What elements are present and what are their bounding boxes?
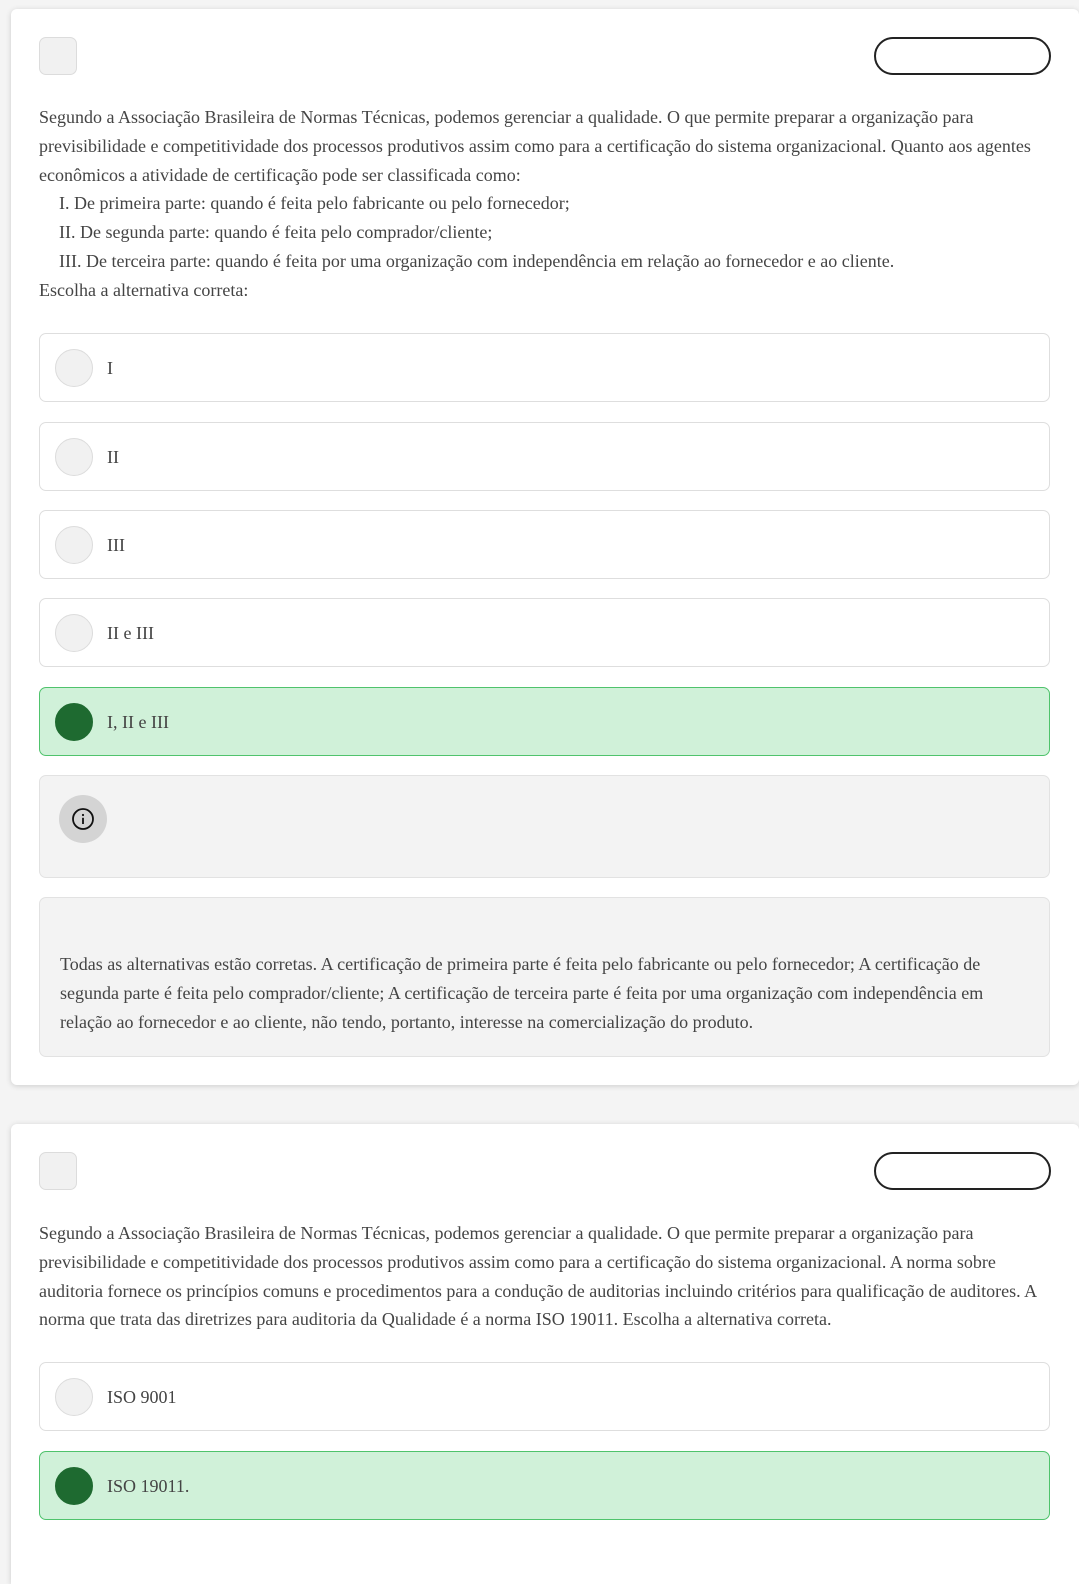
option-iso-9001[interactable]	[39, 1362, 1050, 1431]
option-label: I	[107, 358, 113, 378]
option-label: ISO 19011.	[107, 1476, 190, 1496]
option-label: ISO 9001	[107, 1387, 177, 1407]
info-icon	[71, 807, 95, 831]
option-ii[interactable]	[39, 422, 1050, 491]
feedback-panel	[39, 897, 1050, 1057]
option-ii-e-iii[interactable]	[39, 598, 1050, 667]
question-action-button[interactable]	[874, 37, 1051, 75]
question-card-2	[11, 1124, 1079, 1584]
feedback-text: Todas as alternativas estão corretas. A certificação de primeira parte é feita pelo fabricante ou pelo fornecedor; A certificação de segunda parte é feita pelo comprador/cliente; A certificação de terceira parte é feita por uma organização com independência em relação ao fornecedor e ao cliente, não tendo, portanto, interesse na comercialização do produto.	[60, 954, 984, 1032]
question-text	[39, 1219, 1051, 1334]
question-card-1	[11, 9, 1079, 1085]
question-paragraph: Segundo a Associação Brasileira de Normas Técnicas, podemos gerenciar a qualidade. O que permite preparar a organização para previsibilidade e competitividade dos processos produtivos assim como para a certificação do sistema organizacional. A norma sobre auditoria fornece os princípios comuns e procedimentos para a condução de auditorias incluindo critérios para qualificação de auditores. A norma que trata das diretrizes para auditoria da Qualidade é a norma ISO 19011. Escolha a alternativa correta.	[39, 1223, 1037, 1330]
info-button[interactable]	[59, 795, 107, 843]
radio-button-selected[interactable]	[55, 703, 93, 741]
option-iii[interactable]	[39, 510, 1050, 579]
question-checkbox[interactable]	[39, 1152, 77, 1190]
radio-button[interactable]	[55, 438, 93, 476]
question-paragraph: Segundo a Associação Brasileira de Normas Técnicas, podemos gerenciar a qualidade. O que permite preparar a organização para previsibilidade e competitividade dos processos produtivos assim como para a certificação do sistema organizacional. Quanto aos agentes econômicos a atividade de certificação pode ser classificada como:	[39, 107, 1031, 185]
option-i-ii-e-iii[interactable]	[39, 687, 1050, 756]
info-panel	[39, 775, 1050, 878]
statement-ii: II. De segunda parte: quando é feita pelo comprador/cliente;	[59, 222, 493, 243]
statement-iii: III. De terceira parte: quando é feita por uma organização com independência em relação ao fornecedor e ao cliente.	[59, 250, 895, 271]
radio-button[interactable]	[55, 614, 93, 652]
option-label: II	[107, 447, 119, 467]
option-label: I, II e III	[107, 712, 169, 732]
radio-button[interactable]	[55, 526, 93, 564]
radio-button[interactable]	[55, 349, 93, 387]
question-checkbox[interactable]	[39, 37, 77, 75]
question-text	[39, 103, 1051, 305]
option-i[interactable]	[39, 333, 1050, 402]
option-iso-19011[interactable]	[39, 1451, 1050, 1520]
question-action-button[interactable]	[874, 1152, 1051, 1190]
question-prompt: Escolha a alternativa correta:	[39, 279, 249, 300]
statement-i: I. De primeira parte: quando é feita pelo fabricante ou pelo fornecedor;	[59, 193, 570, 214]
radio-button[interactable]	[55, 1378, 93, 1416]
option-label: III	[107, 535, 125, 555]
radio-button-selected[interactable]	[55, 1467, 93, 1505]
option-label: II e III	[107, 623, 154, 643]
